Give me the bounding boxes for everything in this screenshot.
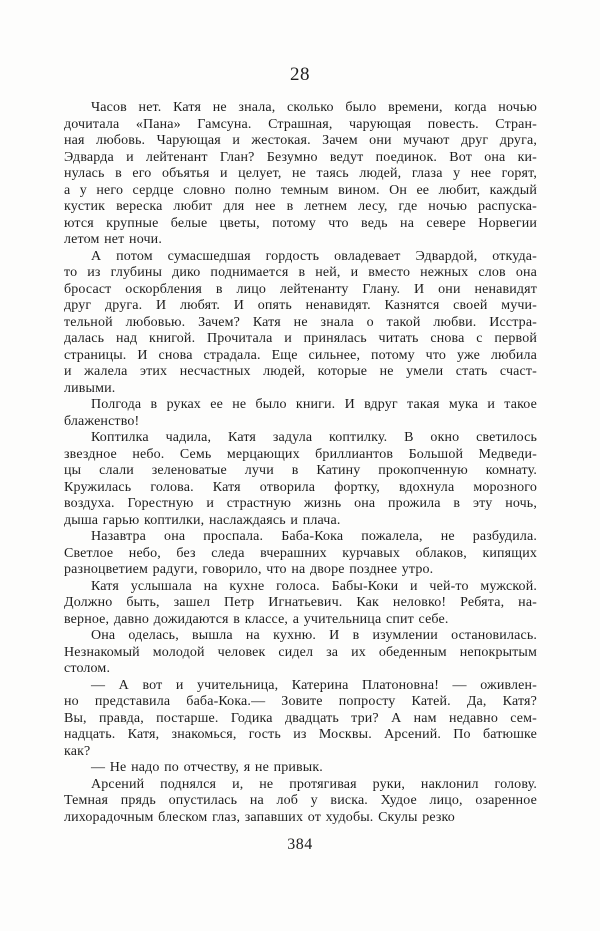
text-line: Полгода в руках ее не было книги. И вдруг такая мука и такое [91, 397, 537, 412]
text-line: Арсений поднялся и, не протягивая руки, наклонил голову. [91, 776, 537, 792]
paragraph [64, 760, 537, 777]
paragraph [64, 579, 537, 629]
paragraph [64, 430, 537, 529]
text-line: тельной любовью. Зачем? Катя не знала о такой любви. Исстра- [64, 314, 537, 330]
text-line: разноцветием радуги, говорило, что на дворе позднее утро. [64, 562, 434, 577]
paragraph [64, 777, 537, 827]
text-line: бросаст оскорбления в лицо лейтенанту Глану. И они ненавидят [64, 281, 537, 297]
text-line: — А вот и учительница, Катерина Платоновна! — оживлен- [91, 677, 537, 693]
text-line: как? [64, 743, 91, 759]
text-line: Коптилка чадила, Катя задула коптилку. В окно светилось [91, 430, 537, 445]
chapter-number: 28 [290, 64, 310, 85]
text-line: Кружилась голова. Катя отворила фортку, вдохнула морозного [64, 479, 537, 495]
text-line: Темная прядь опустилась на лоб у виска. Худое лицо, озаренное [64, 793, 537, 808]
text-line: звездное небо. Семь мерцающих бриллиантов Большой Медведи- [64, 446, 537, 462]
page-number: 384 [287, 836, 313, 853]
text-line: воздуха. Горестную и страстную жизнь она прожила в эту ночь, [64, 496, 537, 511]
text-line: страницы. И снова страдала. Еще сильнее, потому что уже любила [64, 347, 537, 363]
paragraph [64, 249, 537, 398]
text-line: Часов нет. Катя не знала, сколько было времени, когда ночью [91, 100, 537, 115]
paragraph [64, 628, 537, 678]
paragraph [64, 100, 537, 249]
text-line: ливыми. [64, 380, 116, 396]
text-line: Светлое небо, без следа вчерашних курчавых облаков, кипящих [64, 545, 537, 561]
text-line: верное, давно дожидаются в классе, а учительница спит себе. [64, 611, 449, 627]
text-line: цы слали зеленоватые лучи в Катину прокопченную комнату. [64, 463, 537, 478]
text-line: дыша гарью коптилки, наслаждаясь и плача. [64, 512, 341, 528]
text-line: далась над книгой. Прочитала и принялась читать снова с первой [64, 331, 537, 346]
text-line: Незнакомый молодой человек сидел за их обеденным непокрытым [64, 644, 537, 660]
text-line: Вы, правда, постарше. Годика двадцать три? А нам недавно сем- [64, 710, 537, 726]
text-line: ются крупные белые цветы, потому что ведь на севере Норвегии [64, 215, 537, 231]
text-line: нулась в его объятья и целует, не таясь людей, глаза у нее горят, [64, 166, 537, 181]
page-header [0, 64, 600, 86]
paragraph [64, 678, 537, 761]
page-footer [0, 836, 600, 854]
text-line: — Не надо по отчеству, я не привык. [91, 760, 323, 775]
text-line: Эдварда и лейтенант Глан? Безумно ведут поединок. Вот она ки- [64, 149, 537, 165]
text-line: Назавтра она проспала. Баба-Кока пожалела, не разбудила. [91, 529, 537, 544]
text-line: Катя услышала на кухне голоса. Бабы-Коки и чей-то мужской. [91, 578, 537, 594]
text-line: Должно быть, зашел Петр Игнатьевич. Как неловко! Ребята, на- [64, 595, 537, 610]
text-line: друг друга. И любят. И опять ненавидят. Казнятся своей мучи- [64, 298, 537, 313]
text-line: дочитала «Пана» Гамсуна. Страшная, чарующая повесть. Стран- [64, 116, 537, 132]
text-line: кустик вереска любит для нее в летнем лесу, где ночью распуска- [64, 199, 537, 214]
text-line: столом. [64, 661, 111, 676]
text-line: то из глубины дико поднимается в ней, и вместо нежных слов она [64, 265, 537, 280]
paragraph [64, 529, 537, 579]
text-line: Она оделась, вышла на кухню. И в изумлении остановилась. [91, 628, 537, 643]
page-body [64, 100, 537, 826]
text-line: и жалела этих несчастных людей, которые не умели стать счаст- [64, 364, 537, 379]
text-line: летом нет ночи. [64, 232, 162, 247]
text-line: но представила баба-Кока.— Зовите попросту Катей. Да, Катя? [64, 694, 537, 709]
text-line: ная любовь. Чарующая и жестокая. Зачем они мучают друг друга, [64, 133, 537, 148]
text-line: лихорадочным блеском глаз, запавших от худобы. Скулы резко [64, 809, 455, 825]
text-line: блаженство! [64, 413, 140, 429]
text-line: а у него сердце словно полно темным вином. Он ее любит, каждый [64, 182, 537, 198]
text-line: надцать. Катя, знакомься, гость из Москвы. Арсений. По батюшке [64, 727, 537, 742]
paragraph [64, 397, 537, 430]
text-line: А потом сумасшедшая гордость овладевает Эдвардой, откуда- [91, 248, 537, 264]
